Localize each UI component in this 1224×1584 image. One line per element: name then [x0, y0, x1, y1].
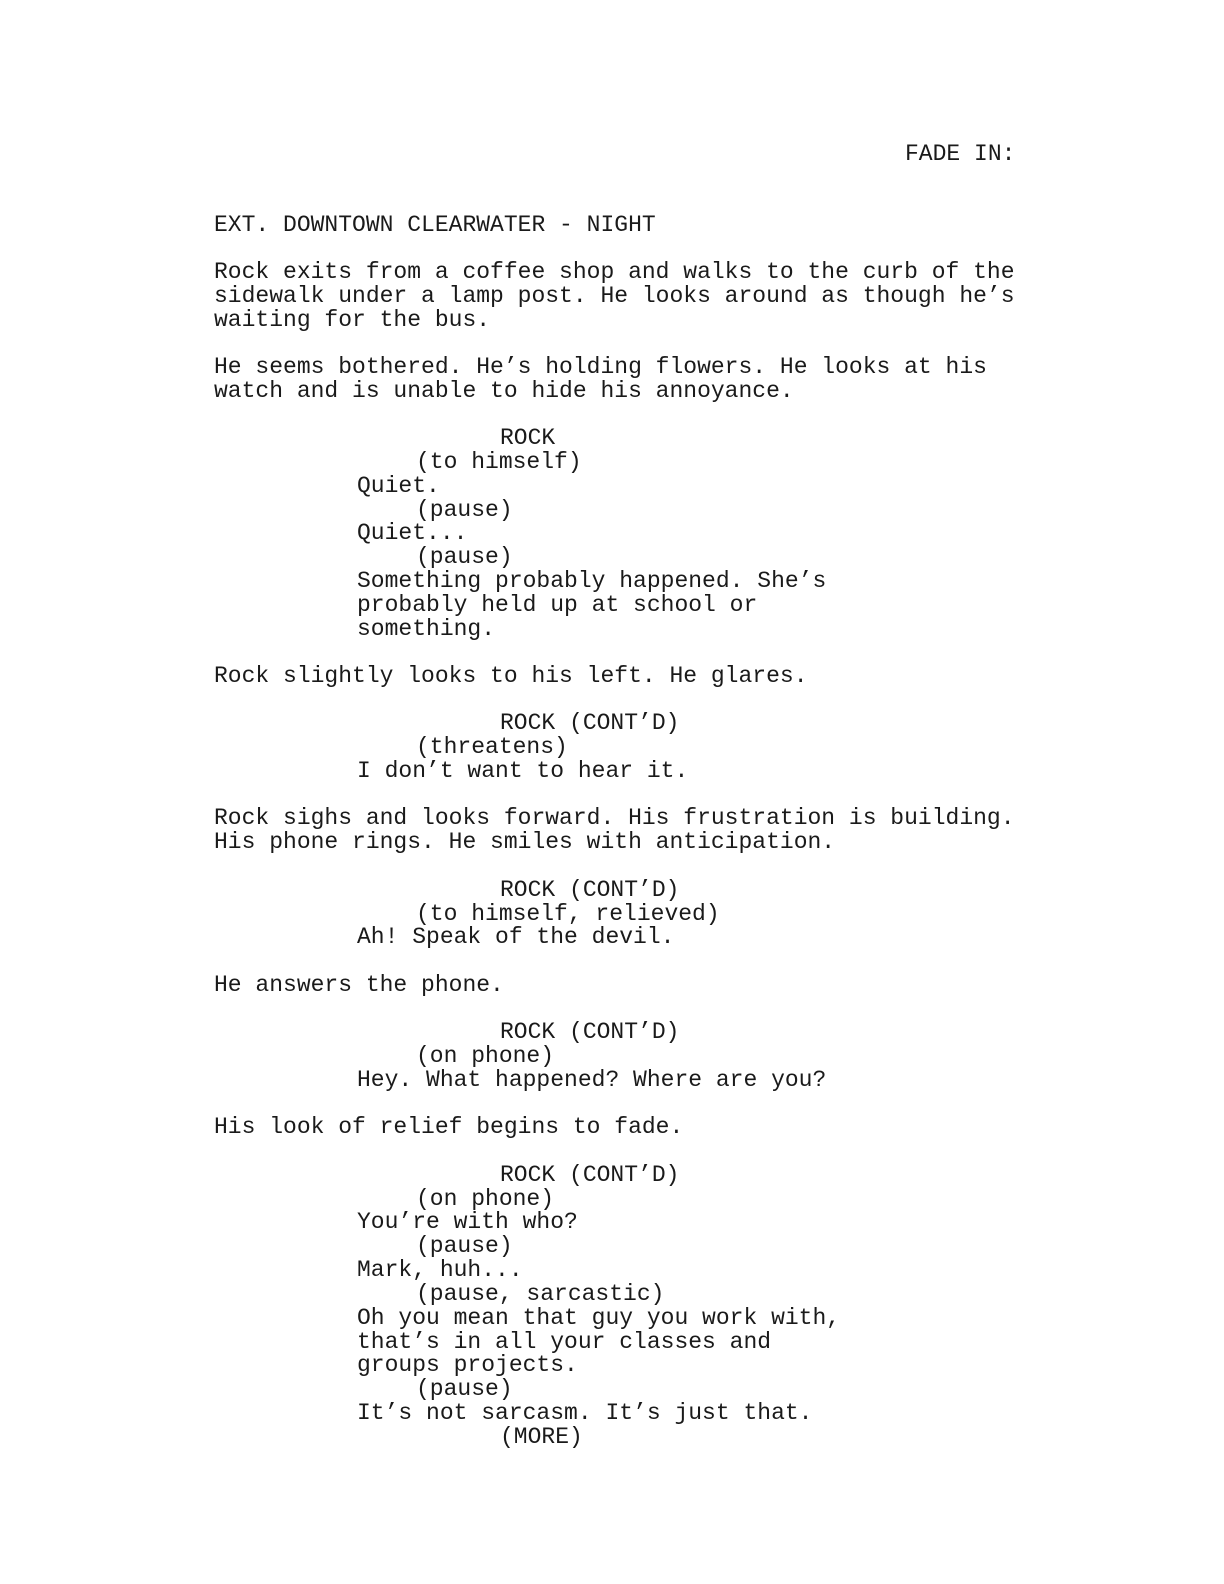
action-line: Rock sighs and looks forward. His frustration is building. [214, 805, 1015, 831]
character-name: ROCK (CONT’D) [500, 1019, 680, 1045]
dialogue-line: groups projects. [357, 1352, 578, 1378]
dialogue-line: Quiet. [357, 473, 440, 499]
action-line: His look of relief begins to fade. [214, 1114, 684, 1140]
scene-heading: EXT. DOWNTOWN CLEARWATER - NIGHT [214, 212, 656, 238]
dialogue-line: something. [357, 616, 496, 642]
parenthetical: (threatens) [416, 734, 568, 760]
parenthetical: (on phone) [416, 1186, 555, 1212]
action-line: Rock slightly looks to his left. He glares. [214, 663, 808, 689]
dialogue-line: I don’t want to hear it. [357, 758, 689, 784]
action-line: watch and is unable to hide his annoyance. [214, 378, 794, 404]
parenthetical: (pause) [416, 1376, 513, 1402]
action-line: waiting for the bus. [214, 307, 491, 333]
action-line: He answers the phone. [214, 972, 504, 998]
action-line: Rock exits from a coffee shop and walks to the curb of the [214, 259, 1015, 285]
parenthetical: (on phone) [416, 1043, 555, 1069]
dialogue-line: probably held up at school or [357, 592, 758, 618]
more-marker: (MORE) [500, 1424, 583, 1450]
dialogue-line: It’s not sarcasm. It’s just that. [357, 1400, 813, 1426]
character-name: ROCK (CONT’D) [500, 710, 680, 736]
dialogue-line: Something probably happened. She’s [357, 568, 827, 594]
parenthetical: (to himself, relieved) [416, 901, 720, 927]
dialogue-line: Quiet... [357, 520, 468, 546]
parenthetical: (pause, sarcastic) [416, 1281, 665, 1307]
parenthetical: (pause) [416, 497, 513, 523]
dialogue-line: You’re with who? [357, 1209, 578, 1235]
dialogue-line: Mark, huh... [357, 1257, 523, 1283]
dialogue-line: that’s in all your classes and [357, 1329, 772, 1355]
action-line: sidewalk under a lamp post. He looks around as though he’s [214, 283, 1015, 309]
action-line: He seems bothered. He’s holding flowers. He looks at his [214, 354, 987, 380]
dialogue-line: Oh you mean that guy you work with, [357, 1305, 841, 1331]
character-name: ROCK [500, 425, 556, 451]
parenthetical: (pause) [416, 544, 513, 570]
character-name: ROCK (CONT’D) [500, 1162, 680, 1188]
dialogue-line: Ah! Speak of the devil. [357, 924, 675, 950]
dialogue-line: Hey. What happened? Where are you? [357, 1067, 827, 1093]
transition: FADE IN: [905, 141, 1016, 167]
action-line: His phone rings. He smiles with anticipation. [214, 829, 836, 855]
parenthetical: (to himself) [416, 449, 582, 475]
character-name: ROCK (CONT’D) [500, 877, 680, 903]
parenthetical: (pause) [416, 1233, 513, 1259]
